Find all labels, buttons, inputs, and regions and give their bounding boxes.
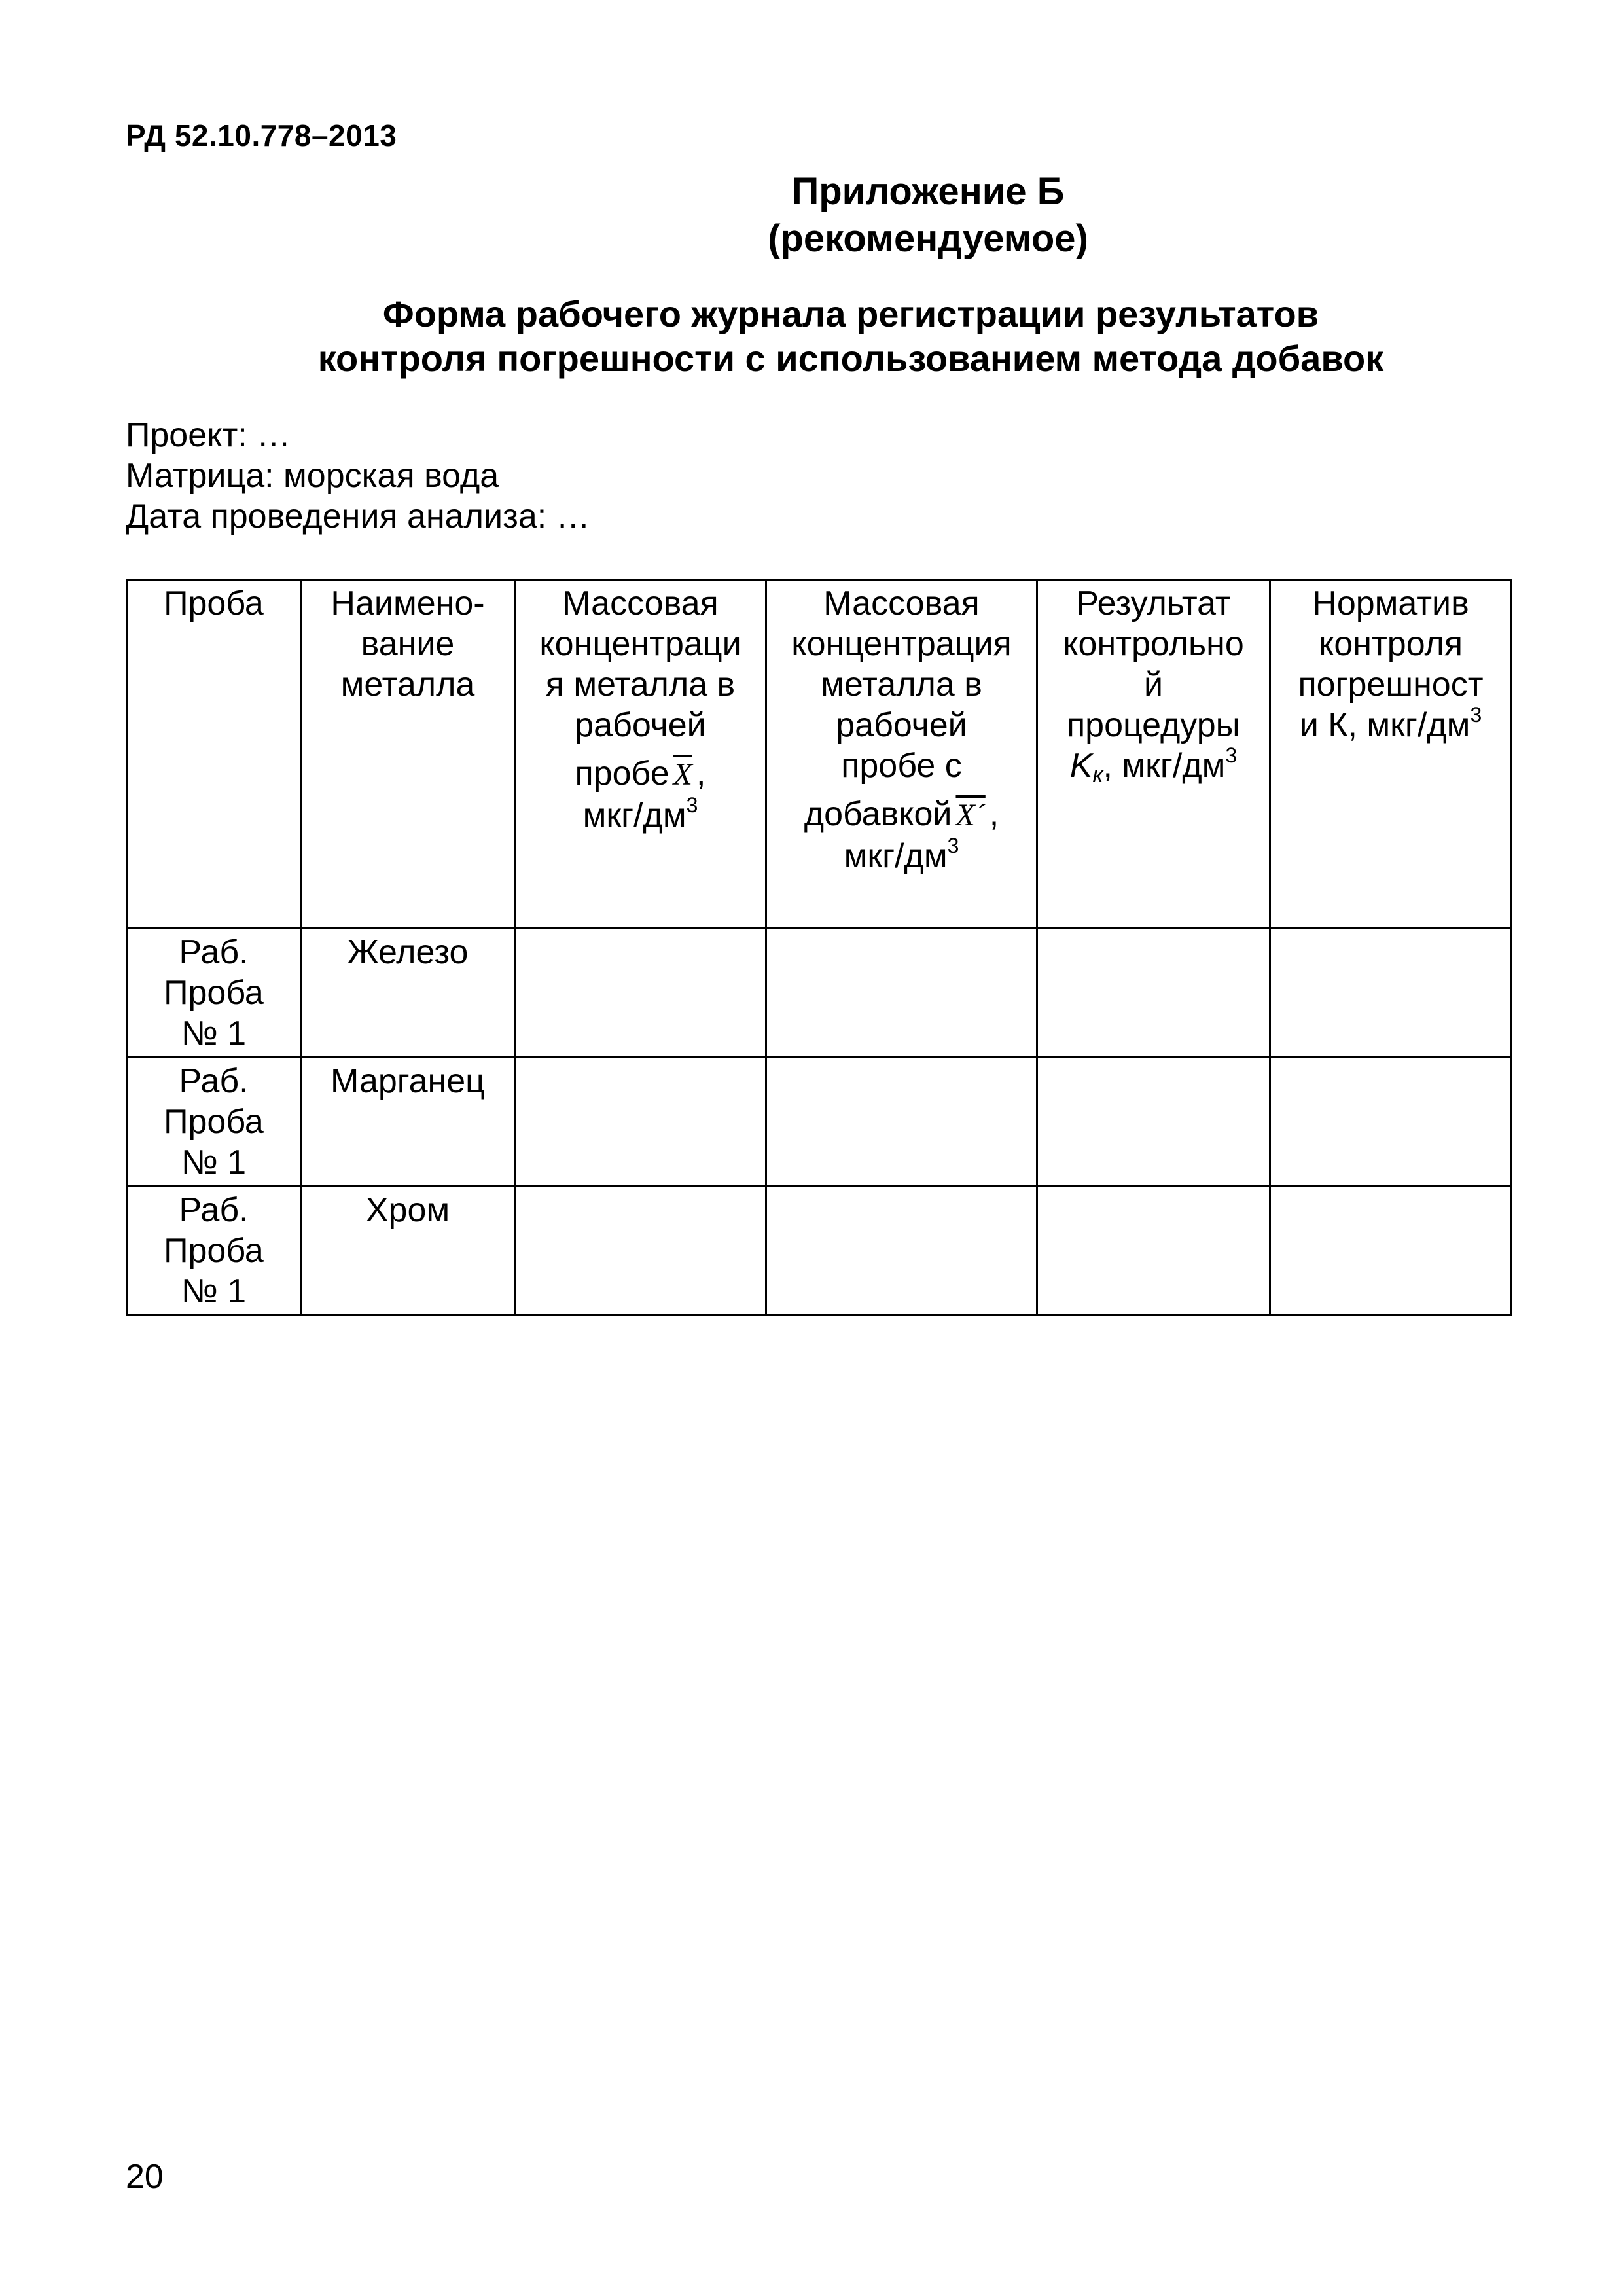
sample-cell <box>127 929 301 1058</box>
header-text: Наимено- <box>330 584 485 622</box>
form-title-line-1: Форма рабочего журнала регистрации результатов <box>382 293 1319 334</box>
header-text: рабочей <box>575 706 706 744</box>
metal-cell <box>301 1187 515 1316</box>
unit-exponent: 3 <box>1470 703 1482 726</box>
k-symbol: K <box>1069 747 1093 785</box>
header-text: процедуры <box>1066 706 1241 744</box>
matrix-line: Матрица: морская вода <box>126 457 499 495</box>
empty-cell <box>515 929 766 1058</box>
header-metal-name <box>301 580 515 929</box>
header-text-with-symbol <box>518 753 762 795</box>
sample-text: Проба <box>164 974 264 1012</box>
project-line: Проект: … <box>126 416 291 454</box>
empty-cell <box>1037 1187 1270 1316</box>
table-row <box>127 1187 1512 1316</box>
header-text-with-symbol <box>770 794 1033 836</box>
header-comma: , <box>696 755 706 793</box>
header-text: добавкой <box>804 795 952 833</box>
unit-exponent: 3 <box>947 834 959 857</box>
appendix-title: Приложение Б <box>791 170 1065 213</box>
unit-text: мкг/дм <box>582 797 687 834</box>
sample-cell <box>127 1058 301 1187</box>
header-text: контроля <box>1319 625 1463 663</box>
empty-cell <box>766 1058 1037 1187</box>
metal-name: Хром <box>365 1191 450 1229</box>
journal-table <box>126 579 1512 1316</box>
sample-text: Раб. <box>179 1062 249 1100</box>
unit-text: , мкг/дм <box>1103 747 1226 785</box>
sample-text: Раб. <box>179 1191 249 1229</box>
table-row <box>127 929 1512 1058</box>
header-control-result <box>1037 580 1270 929</box>
header-text: и К, мкг/дм <box>1299 706 1471 744</box>
header-text: рабочей <box>836 706 967 744</box>
metal-name: Марганец <box>330 1062 485 1100</box>
header-text: Норматив <box>1312 584 1469 622</box>
header-mass-concentration-with-addition <box>766 580 1037 929</box>
header-error-standard <box>1270 580 1512 929</box>
empty-cell <box>515 1058 766 1187</box>
empty-cell <box>1270 929 1512 1058</box>
table-row <box>127 1058 1512 1187</box>
x-bar-prime-symbol: X´ <box>955 798 986 833</box>
header-text: Массовая <box>823 584 980 622</box>
form-title-line-2: контроля погрешности с использованием метода добавок <box>317 338 1384 379</box>
empty-cell <box>1270 1187 1512 1316</box>
header-sample <box>127 580 301 929</box>
metal-name: Железо <box>347 933 469 971</box>
empty-cell <box>1270 1058 1512 1187</box>
header-text: пробе <box>575 755 669 793</box>
sample-text: № 1 <box>181 1014 247 1052</box>
appendix-subtitle: (рекомендуемое) <box>768 217 1088 260</box>
header-text: я металла в <box>545 666 736 704</box>
document-code: РД 52.10.778–2013 <box>126 118 397 152</box>
header-text: Массовая <box>562 584 719 622</box>
header-text-with-unit <box>1274 705 1508 745</box>
empty-cell <box>766 1187 1037 1316</box>
sample-text: № 1 <box>181 1143 247 1181</box>
header-unit <box>518 795 762 836</box>
header-text: погрешност <box>1298 666 1484 704</box>
sample-text: Проба <box>164 1103 264 1141</box>
header-text: концентраци <box>539 625 741 663</box>
sample-text: № 1 <box>181 1272 247 1310</box>
sample-text: Раб. <box>179 933 249 971</box>
header-text: контрольно <box>1063 625 1244 663</box>
header-text: металла <box>340 666 475 704</box>
header-text: вание <box>361 625 455 663</box>
header-unit <box>770 836 1033 876</box>
header-text-with-symbol <box>1041 745 1266 786</box>
empty-cell <box>1037 929 1270 1058</box>
k-subscript: к <box>1092 762 1103 787</box>
unit-text: мкг/дм <box>844 837 948 875</box>
x-bar-symbol: $\overline{X}$ <box>673 757 692 792</box>
header-comma: , <box>989 795 999 833</box>
sample-cell <box>127 1187 301 1316</box>
empty-cell <box>515 1187 766 1316</box>
unit-exponent: 3 <box>1225 744 1238 767</box>
header-text: металла в <box>821 666 982 704</box>
sample-text: Проба <box>164 1232 264 1270</box>
unit-exponent: 3 <box>686 793 698 817</box>
analysis-date-line: Дата проведения анализа: … <box>126 497 590 535</box>
metal-cell <box>301 1058 515 1187</box>
table-header-row <box>127 580 1512 929</box>
metal-cell <box>301 929 515 1058</box>
header-mass-concentration <box>515 580 766 929</box>
header-sample-label: Проба <box>164 584 264 622</box>
header-text: концентрация <box>791 625 1012 663</box>
header-text: Результат <box>1076 584 1231 622</box>
page-number: 20 <box>126 2158 164 2196</box>
empty-cell <box>1037 1058 1270 1187</box>
header-text: пробе с <box>841 747 962 785</box>
header-text: й <box>1143 666 1164 704</box>
empty-cell <box>766 929 1037 1058</box>
